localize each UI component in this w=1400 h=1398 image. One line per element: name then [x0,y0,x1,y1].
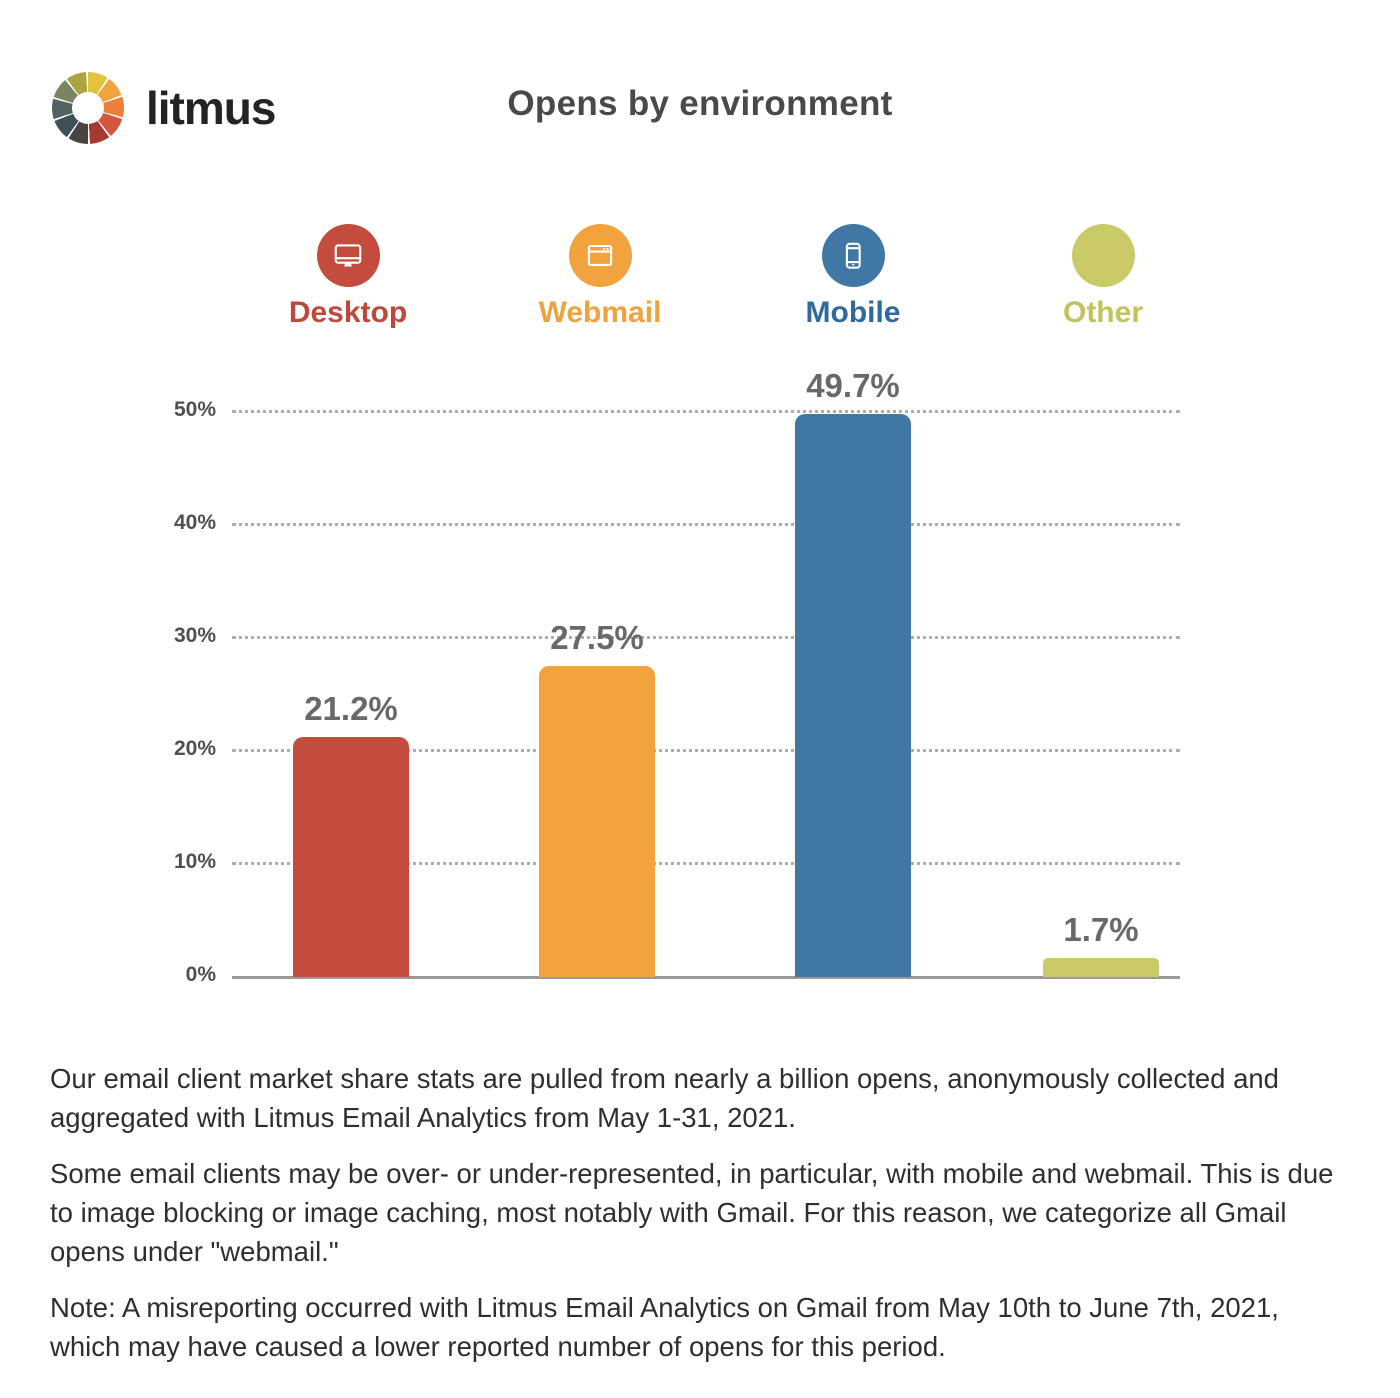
mobile-icon [822,224,885,287]
bar-value-mobile: 49.7% [806,367,900,404]
other-icon [1072,224,1135,287]
legend-label-mobile: Mobile [805,296,901,329]
ytick-50: 50% [173,398,216,421]
bar-value-webmail: 27.5% [550,619,644,656]
ytick-40: 40% [173,511,216,534]
gridline-50 [232,410,1180,413]
desktop-icon [317,224,380,287]
bar-other [1043,911,1159,977]
footer-notes [50,1059,1355,1383]
footer-paragraph-3: Note: A misreporting occurred with Litmus Email Analytics on Gmail from May 10th to June 7th, 2021, which may have caused a lower reported number of opens for this period. [50,1292,1279,1362]
ytick-10: 10% [173,850,216,873]
ytick-0: 0% [185,963,216,986]
bar-desktop [293,690,409,977]
bar-webmail [539,619,655,977]
webmail-icon [569,224,632,287]
footer-paragraph-1: Our email client market share stats are pulled from nearly a billion opens, anonymously collected and aggregated with Litmus Email Analytics from May 1-31, 2021. [50,1063,1279,1133]
legend-label-desktop: Desktop [288,296,408,329]
bar-mobile [795,367,911,977]
gridline-40 [232,523,1180,526]
bar-value-desktop: 21.2% [304,690,398,727]
legend-label-webmail: Webmail [538,296,662,329]
bar-rect-other [1043,958,1159,977]
logo-wordmark: litmus [146,82,276,134]
bar-rect-webmail [539,666,655,977]
footer-paragraph-2: Some email clients may be over- or under-represented, in particular, with mobile and webmail. This is due to image blocking or image caching, most notably with Gmail. For this reason, we categorize all Gmail opens under "webmail." [50,1158,1334,1267]
bar-rect-mobile [795,414,911,977]
legend-item-webmail [500,224,700,330]
page-title: Opens by environment [507,84,893,123]
legend-item-other [1003,224,1203,330]
bar-rect-desktop [293,737,409,977]
legend-item-desktop [248,224,448,330]
legend-item-mobile [753,224,953,330]
ytick-20: 20% [173,737,216,760]
gridline-30 [232,636,1180,639]
ytick-30: 30% [173,624,216,647]
legend-label-other: Other [1062,296,1143,329]
bar-value-other: 1.7% [1063,911,1139,948]
